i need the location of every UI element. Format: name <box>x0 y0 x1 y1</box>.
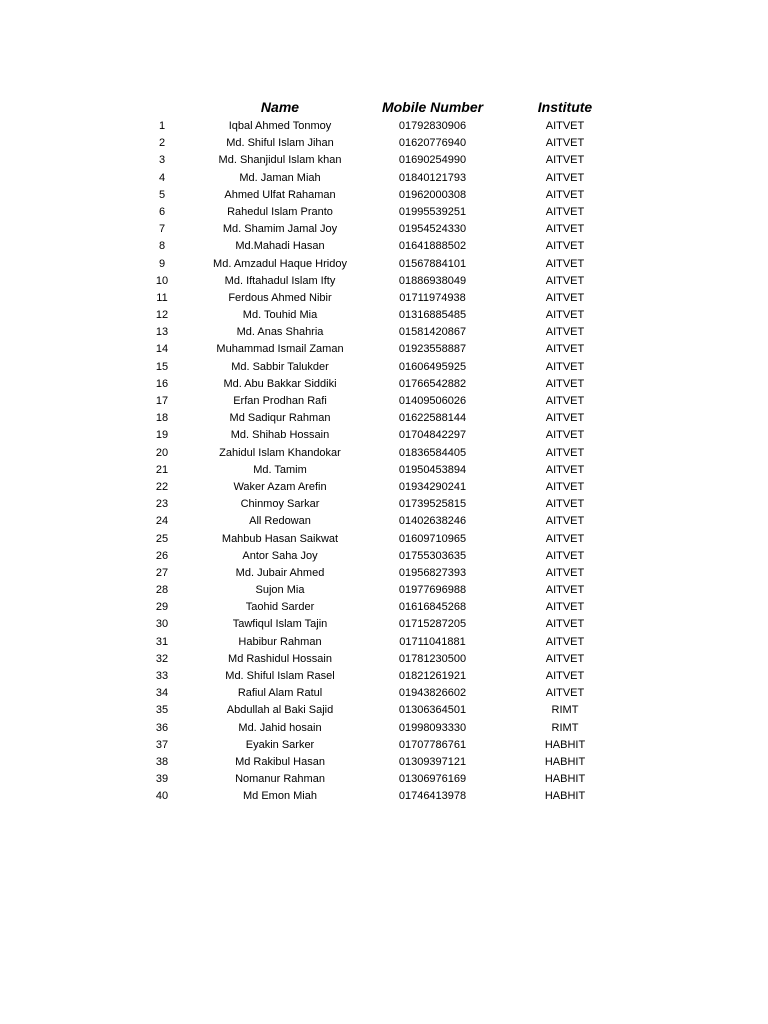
row-institute: AITVET <box>545 601 585 614</box>
row-name: Taohid Sarder <box>245 601 315 614</box>
row-name: Md Sadiqur Rahman <box>229 412 331 425</box>
row-name: Nomanur Rahman <box>235 773 325 786</box>
row-number: 25 <box>155 532 169 545</box>
row-institute: AITVET <box>545 412 585 425</box>
table-row <box>0 616 768 633</box>
row-number: 10 <box>155 274 169 287</box>
row-name: Tawfiqul Islam Tajin <box>232 618 328 631</box>
row-number: 24 <box>155 515 169 528</box>
row-number: 3 <box>158 154 166 167</box>
row-number: 29 <box>155 601 169 614</box>
table-row <box>0 376 768 393</box>
row-mobile-number: 01977696988 <box>398 584 467 597</box>
row-institute: AITVET <box>545 171 585 184</box>
row-name: Sujon Mia <box>255 584 305 597</box>
row-number: 9 <box>158 257 166 270</box>
row-name: Rafiul Alam Ratul <box>237 687 323 700</box>
table-row <box>0 307 768 324</box>
row-mobile-number: 01755303635 <box>398 549 467 562</box>
row-mobile-number: 01962000308 <box>398 188 467 201</box>
row-name: Md. Sabbir Talukder <box>231 360 329 373</box>
row-institute: AITVET <box>545 618 585 631</box>
row-name: All Redowan <box>249 515 311 528</box>
row-number: 2 <box>158 137 166 150</box>
table-row <box>0 341 768 358</box>
table-row <box>0 548 768 565</box>
table-row <box>0 256 768 273</box>
row-institute: RIMT <box>551 704 579 717</box>
table-row <box>0 702 768 719</box>
row-institute: AITVET <box>545 309 585 322</box>
row-institute: AITVET <box>545 446 585 459</box>
row-mobile-number: 01923558887 <box>398 343 467 356</box>
table-row <box>0 273 768 290</box>
row-name: Habibur Rahman <box>238 635 322 648</box>
row-mobile-number: 01606495925 <box>398 360 467 373</box>
row-mobile-number: 01690254990 <box>398 154 467 167</box>
row-mobile-number: 01620776940 <box>398 137 467 150</box>
row-mobile-number: 01616845268 <box>398 601 467 614</box>
row-institute: AITVET <box>545 566 585 579</box>
row-number: 36 <box>155 721 169 734</box>
row-mobile-number: 01715287205 <box>398 618 467 631</box>
row-name: Md Rakibul Hasan <box>235 755 325 768</box>
table-row <box>0 754 768 771</box>
table-row <box>0 582 768 599</box>
row-name: Md. Abu Bakkar Siddiki <box>223 377 337 390</box>
row-mobile-number: 01943826602 <box>398 687 467 700</box>
table-row <box>0 565 768 582</box>
row-number: 11 <box>156 291 168 304</box>
row-number: 22 <box>155 480 169 493</box>
row-mobile-number: 01995539251 <box>398 205 467 218</box>
row-number: 18 <box>155 412 169 425</box>
row-number: 1 <box>158 120 166 132</box>
row-number: 12 <box>155 309 169 322</box>
row-mobile-number: 01781230500 <box>398 652 467 665</box>
row-name: Abdullah al Baki Sajid <box>226 704 334 717</box>
row-name: Antor Saha Joy <box>242 549 318 562</box>
row-name: Md. Shamim Jamal Joy <box>222 223 338 236</box>
row-institute: AITVET <box>545 274 585 287</box>
row-institute: AITVET <box>545 584 585 597</box>
table-row <box>0 359 768 376</box>
row-institute: AITVET <box>545 635 585 648</box>
row-mobile-number: 01711041881 <box>399 635 466 648</box>
row-institute: AITVET <box>545 326 585 339</box>
row-number: 28 <box>155 584 169 597</box>
row-mobile-number: 01739525815 <box>398 498 467 511</box>
row-name: Md Rashidul Hossain <box>228 652 332 665</box>
row-number: 26 <box>155 549 169 562</box>
table-row <box>0 496 768 513</box>
row-institute: AITVET <box>545 188 585 201</box>
table-row <box>0 135 768 152</box>
row-mobile-number: 01306364501 <box>398 704 467 717</box>
row-name: Iqbal Ahmed Tonmoy <box>228 120 332 132</box>
row-institute: AITVET <box>545 429 585 442</box>
row-mobile-number: 01954524330 <box>398 223 467 236</box>
row-mobile-number: 01821261921 <box>398 670 467 682</box>
row-mobile-number: 01746413978 <box>398 790 467 803</box>
row-number: 8 <box>158 240 166 253</box>
table-row <box>0 324 768 341</box>
row-name: Md. Jahid hosain <box>238 721 322 734</box>
row-name: Eyakin Sarker <box>245 738 315 751</box>
row-number: 16 <box>155 377 169 390</box>
row-institute: AITVET <box>545 532 585 545</box>
table-row <box>0 668 768 685</box>
table-row <box>0 462 768 479</box>
row-name: Md. Shihab Hossain <box>230 429 330 442</box>
table-row <box>0 118 768 135</box>
table-row <box>0 152 768 169</box>
row-institute: AITVET <box>545 257 585 270</box>
row-institute: AITVET <box>545 377 585 390</box>
row-number: 27 <box>155 566 169 579</box>
row-mobile-number: 01622588144 <box>398 412 467 425</box>
table-row <box>0 170 768 187</box>
row-number: 32 <box>155 652 169 665</box>
row-institute: AITVET <box>545 137 585 150</box>
row-mobile-number: 01567884101 <box>398 257 467 270</box>
row-mobile-number: 01711974938 <box>399 291 466 304</box>
row-number: 5 <box>158 188 166 201</box>
row-institute: AITVET <box>545 223 585 236</box>
row-name: Md. Jubair Ahmed <box>235 566 325 579</box>
row-institute: HABHIT <box>544 755 586 768</box>
row-institute: AITVET <box>545 480 585 493</box>
table-row <box>0 531 768 548</box>
table-row <box>0 204 768 221</box>
row-number: 6 <box>158 205 166 218</box>
table-row <box>0 599 768 616</box>
row-name: Ferdous Ahmed Nibir <box>228 291 332 304</box>
row-mobile-number: 01836584405 <box>398 446 467 459</box>
row-institute: AITVET <box>545 291 585 304</box>
row-name: Md. Anas Shahria <box>236 326 324 339</box>
column-header-institute: Institute <box>537 99 593 115</box>
row-mobile-number: 01766542882 <box>398 377 467 390</box>
table-row <box>0 427 768 444</box>
row-mobile-number: 01934290241 <box>398 480 467 493</box>
row-name: Mahbub Hasan Saikwat <box>221 532 339 545</box>
row-number: 7 <box>158 223 166 236</box>
row-institute: AITVET <box>545 463 585 476</box>
row-mobile-number: 01581420867 <box>398 326 467 339</box>
table-row <box>0 187 768 204</box>
row-name: Md. Shiful Islam Rasel <box>225 670 335 682</box>
row-name: Md Emon Miah <box>243 790 317 803</box>
table-row <box>0 634 768 651</box>
row-institute: AITVET <box>545 395 585 407</box>
table-row <box>0 238 768 255</box>
row-number: 31 <box>155 635 169 648</box>
row-number: 23 <box>155 498 169 511</box>
row-name: Md. Touhid Mia <box>242 309 318 322</box>
row-number: 20 <box>155 446 169 459</box>
table-row <box>0 410 768 427</box>
row-mobile-number: 01886938049 <box>398 274 467 287</box>
row-number: 34 <box>155 687 169 700</box>
row-institute: AITVET <box>545 205 585 218</box>
row-institute: AITVET <box>545 549 585 562</box>
row-name: Muhammad Ismail Zaman <box>216 343 344 356</box>
row-mobile-number: 01409506026 <box>398 395 467 407</box>
row-number: 21 <box>155 463 169 476</box>
row-name: Waker Azam Arefin <box>233 480 327 493</box>
row-institute: AITVET <box>545 498 585 511</box>
row-name: Md. Jaman Miah <box>239 171 321 184</box>
row-name: Md.Mahadi Hasan <box>235 240 325 253</box>
table-row <box>0 290 768 307</box>
row-name: Ahmed Ulfat Rahaman <box>224 188 336 201</box>
column-header-name: Name <box>260 99 300 115</box>
table-row <box>0 393 768 410</box>
row-name: Md. Iftahadul Islam Ifty <box>224 274 336 287</box>
row-institute: AITVET <box>545 343 585 356</box>
row-institute: AITVET <box>545 652 585 665</box>
row-number: 17 <box>155 395 169 407</box>
row-institute: RIMT <box>551 721 579 734</box>
row-mobile-number: 01998093330 <box>398 721 467 734</box>
row-mobile-number: 01840121793 <box>398 171 467 184</box>
row-mobile-number: 01306976169 <box>398 773 467 786</box>
row-institute: HABHIT <box>544 738 586 751</box>
row-mobile-number: 01641888502 <box>398 240 467 253</box>
row-mobile-number: 01704842297 <box>398 429 467 442</box>
row-number: 14 <box>155 343 169 356</box>
row-number: 35 <box>155 704 169 717</box>
row-number: 4 <box>158 171 166 184</box>
row-number: 13 <box>155 326 169 339</box>
table-row <box>0 788 768 805</box>
row-name: Md. Amzadul Haque Hridoy <box>213 257 347 270</box>
row-number: 38 <box>155 755 169 768</box>
row-name: Erfan Prodhan Rafi <box>233 395 327 407</box>
row-mobile-number: 01707786761 <box>398 738 467 751</box>
row-institute: HABHIT <box>544 773 586 786</box>
row-number: 30 <box>155 618 169 631</box>
row-name: Md. Shiful Islam Jihan <box>226 137 334 150</box>
row-mobile-number: 01316885485 <box>398 309 467 322</box>
table-row <box>0 651 768 668</box>
row-name: Rahedul Islam Pranto <box>227 205 333 218</box>
row-name: Chinmoy Sarkar <box>240 498 320 511</box>
row-mobile-number: 01309397121 <box>398 755 467 768</box>
row-institute: AITVET <box>545 240 585 253</box>
row-mobile-number: 01956827393 <box>398 566 467 579</box>
row-institute: AITVET <box>545 120 585 132</box>
row-institute: AITVET <box>545 515 585 528</box>
row-name: Md. Tamim <box>253 463 307 476</box>
column-header-mobile-number: Mobile Number <box>381 99 484 115</box>
row-number: 33 <box>155 670 169 682</box>
table-row <box>0 479 768 496</box>
row-number: 37 <box>155 738 169 751</box>
table-row <box>0 720 768 737</box>
table-row <box>0 445 768 462</box>
row-institute: AITVET <box>545 360 585 373</box>
row-number: 39 <box>155 773 169 786</box>
row-number: 40 <box>155 790 169 803</box>
row-number: 19 <box>155 429 169 442</box>
table-row <box>0 513 768 530</box>
table-row <box>0 221 768 238</box>
row-number: 15 <box>155 360 169 373</box>
row-mobile-number: 01402638246 <box>398 515 467 528</box>
row-mobile-number: 01950453894 <box>398 463 467 476</box>
row-mobile-number: 01609710965 <box>398 532 467 545</box>
row-name: Zahidul Islam Khandokar <box>219 446 341 459</box>
row-institute: AITVET <box>545 687 585 700</box>
row-mobile-number: 01792830906 <box>398 120 467 132</box>
row-name: Md. Shanjidul Islam khan <box>218 154 342 167</box>
table-row <box>0 771 768 788</box>
table-row <box>0 685 768 702</box>
row-institute: HABHIT <box>544 790 586 803</box>
row-institute: AITVET <box>545 154 585 167</box>
row-institute: AITVET <box>545 670 585 682</box>
table-row <box>0 737 768 754</box>
table-body <box>0 118 768 806</box>
